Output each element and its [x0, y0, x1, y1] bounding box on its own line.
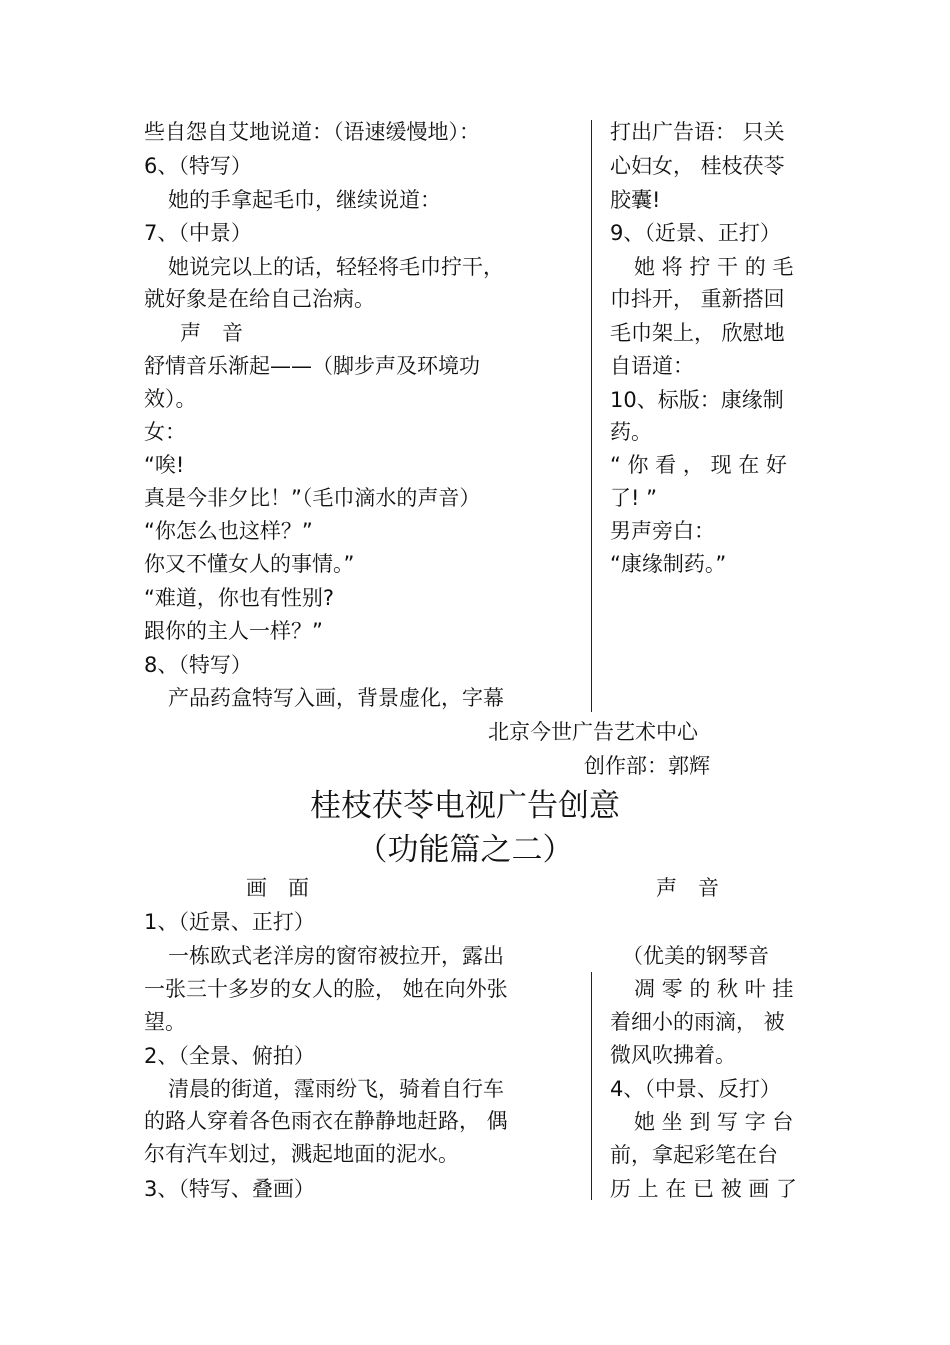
- text-line: 毛巾架上， 欣慰地: [610, 321, 785, 345]
- text-line: 效）。: [144, 387, 197, 411]
- department-credit: 创作部：郭辉: [584, 754, 710, 778]
- text-line: 药。: [610, 420, 652, 444]
- text-line: 的路人穿着各色雨衣在静静地赶路， 偶: [144, 1109, 508, 1133]
- text-line: 巾抖开， 重新搭回: [610, 287, 785, 311]
- column-divider: [591, 120, 592, 712]
- text-line: “难道，你也有性别?: [144, 586, 335, 610]
- column-heading-visual: 画 面: [246, 876, 309, 900]
- text-line: 一栋欧式老洋房的窗帘被拉开，露出: [168, 944, 504, 968]
- text-line: 她说完以上的话，轻轻将毛巾拧干，: [168, 255, 504, 279]
- text-line: 尔有汽车划过，溅起地面的泥水。: [144, 1142, 459, 1166]
- text-line: “ 你 看 ， 现 在 好: [610, 453, 787, 477]
- text-line: 自语道：: [610, 354, 694, 378]
- text-line: 跟你的主人一样？”: [144, 619, 323, 643]
- document-title: 桂枝茯苓电视广告创意: [310, 788, 620, 824]
- text-line: 凋 零 的 秋 叶 挂: [634, 977, 794, 1001]
- organization-name: 北京今世广告艺术中心: [488, 720, 698, 744]
- shot-heading: 8、（特写）: [144, 653, 252, 677]
- shot-heading: 7、（中景）: [144, 221, 252, 245]
- text-line: 就好象是在给自己治病。: [144, 287, 375, 311]
- text-line: 前，拿起彩笔在台: [610, 1143, 778, 1167]
- text-line: 男声旁白：: [610, 519, 715, 543]
- text-line: 真是今非夕比！”（毛巾滴水的声音）: [144, 486, 481, 510]
- text-line: 心妇女， 桂枝茯苓: [610, 154, 785, 178]
- text-line: 她 坐 到 写 字 台: [634, 1110, 794, 1134]
- text-line: “唉!: [144, 453, 185, 477]
- text-line: 你又不懂女人的事情。”: [144, 552, 355, 576]
- text-line: （优美的钢琴音: [622, 944, 769, 968]
- text-line: 产品药盒特写入画，背景虚化，字幕: [168, 686, 504, 710]
- shot-heading: 1、（近景、正打）: [144, 910, 315, 934]
- text-line: “康缘制药。”: [610, 552, 727, 576]
- shot-heading: 9、（近景、正打）: [610, 221, 781, 245]
- text-line: 一张三十多岁的女人的脸， 她在向外张: [144, 977, 508, 1001]
- text-line: 微风吹拂着。: [610, 1043, 736, 1067]
- shot-heading: 6、（特写）: [144, 154, 252, 178]
- shot-heading: 2、（全景、俯拍）: [144, 1044, 315, 1068]
- sound-heading: 声 音: [180, 321, 243, 345]
- text-line: 她 将 拧 干 的 毛: [634, 255, 794, 279]
- shot-heading: 3、（特写、叠画）: [144, 1177, 315, 1201]
- shot-heading: 4、（中景、反打）: [610, 1077, 781, 1101]
- text-line: 打出广告语： 只关: [610, 120, 785, 144]
- text-line: 望。: [144, 1010, 186, 1034]
- text-line: 女：: [144, 420, 186, 444]
- text-line: “你怎么也这样？”: [144, 519, 313, 543]
- column-divider: [591, 972, 592, 1200]
- document-subtitle: （功能篇之二）: [356, 832, 574, 868]
- text-line: 着细小的雨滴， 被: [610, 1010, 785, 1034]
- column-heading-sound: 声 音: [656, 876, 719, 900]
- text-line: 胶囊!: [610, 188, 661, 212]
- shot-heading: 10、标版：康缘制: [610, 388, 784, 412]
- text-line: 些自怨自艾地说道：（语速缓慢地）：: [144, 120, 480, 144]
- text-line: 舒情音乐渐起——（脚步声及环境功: [144, 354, 480, 378]
- text-line: 清晨的街道，霪雨纷飞，骑着自行车: [168, 1077, 504, 1101]
- text-line: 历 上 在 已 被 画 了: [610, 1177, 798, 1201]
- text-line: 她的手拿起毛巾，继续说道：: [168, 188, 441, 212]
- text-line: 了! ”: [610, 486, 657, 510]
